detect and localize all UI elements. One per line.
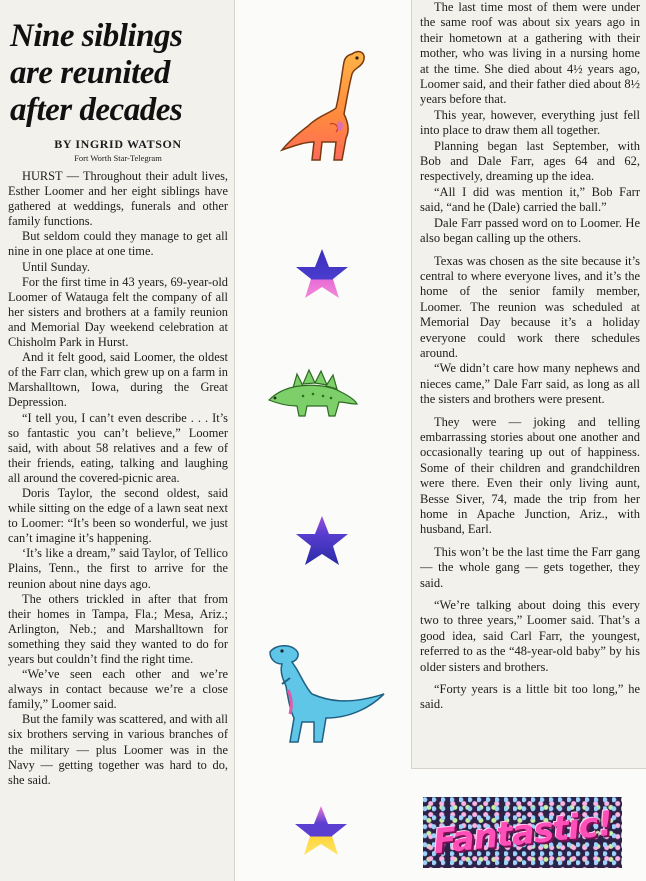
star-sticker [294,514,350,568]
paragraph: ‘It’s like a dream,” said Taylor, of Tellico Plains, Tenn., the first to arrive for the reunion about nine days ago. [8,546,228,591]
fantastic-sticker [423,797,622,868]
paragraph: And it felt good, said Loomer, the oldest of the Farr clan, which grew up on a farm in Marshalltown, Iowa, during the Great Depression. [8,350,228,410]
byline-block [8,137,228,163]
paragraph: “We didn’t care how many nephews and nieces came,” Dale Farr said, as long as all the sisters and brothers were present. [420,361,640,407]
paragraph: Doris Taylor, the second oldest, said while sitting on the edge of a lawn seat next to Loomer: “It’s been so wonderful, we just can’t imagine it’s happening. [8,485,228,546]
headline: Nine siblings are reunited after decades [10,18,183,128]
paragraph: But seldom could they manage to get all nine in one place at one time. [8,229,228,259]
paragraph: The others trickled in after that from their homes in Tampa, Fla.; Mesa, Ariz.; Arlington, Neb.; and Marshalltown for something they said they wanted to do for years but couldn’t find the right time. [8,591,228,666]
paragraph: Planning began last September, with Bob and Dale Farr, ages 64 and 62, respectively, dreaming up the idea. [420,138,640,184]
fantastic-text: Fantastic! [431,803,614,862]
paragraph: “We’re talking about doing this every two to three years,” Loomer said. That’s a good idea, said Carl Farr, the youngest, referred to as the “48-year-old baby” by his older sisters and brothers. [420,598,640,674]
left-clipping [0,0,234,881]
byline: BY INGRID WATSON [54,137,182,151]
paragraph: This won’t be the last time the Farr gang — the whole gang — gets together, they said. [420,544,640,590]
source-credit: Fort Worth Star-Telegram [74,153,162,163]
star-sticker [293,804,349,858]
right-clipping [412,0,646,768]
paragraph: “Forty years is a little bit too long,” he said. [420,682,640,712]
paragraph: “All I did was mention it,” Bob Farr said, “and he (Dale) carried the ball.” [420,184,640,215]
paragraph: This year, however, everything just fell into place to draw them all together. [420,107,640,138]
paragraph: HURST — Throughout their adult lives, Esther Loomer and her eight siblings have gathered at weddings, funerals and other family functions. [8,169,228,229]
trex-sticker [262,638,388,746]
paragraph: “We’ve seen each other and we’re always in contact because we’re a close family,” Loomer said. [8,667,228,712]
paragraph: Dale Farr passed word on to Loomer. He also began calling up the others. [420,215,640,246]
star-sticker [294,247,350,301]
paragraph: But the family was scattered, and with all six brothers serving in various branches of the military — plus Loomer was in the Navy — getting together was hard to do, she said. [8,712,228,787]
paragraph: “I tell you, I can’t even describe . . . It’s so fantastic you can’t believe,” Loomer said, with about 58 relatives and a few of their friends, eating, talking and laughing all around the covered-picnic area. [8,410,228,485]
stegosaurus-sticker [263,366,359,422]
paragraph: For the first time in 43 years, 69-year-old Loomer of Watauga felt the company of all her sisters and brothers at a family reunion and Memorial Day weekend celebration at Chisholm Park in Hurst. [8,274,228,350]
paragraph: They were — joking and telling embarrassing stories about one another and occasionally tearing up out of happiness. Some of their children and grandchildren were there. Even their only living aunt, Besse Siver, 74, made the trip from her home in Apache Junction, Ariz., with husband, Earl. [420,414,640,537]
brachiosaurus-sticker [270,42,370,166]
paragraph: Until Sunday. [22,259,91,274]
paragraph: The last time most of them were under the same roof was about six years ago in their hometown at a gathering with their mother, who was living in a nursing home at the time. She died about 4½ years ago, Loomer said, and their father died about 8½ years before that. [420,0,640,107]
paragraph: Texas was chosen as the site because it’s central to where everyone lives, and it’s the home of the senior family member, Loomer. The reunion was scheduled at Memorial Day because it’s a holiday everyone could work there schedules around. [420,253,640,360]
